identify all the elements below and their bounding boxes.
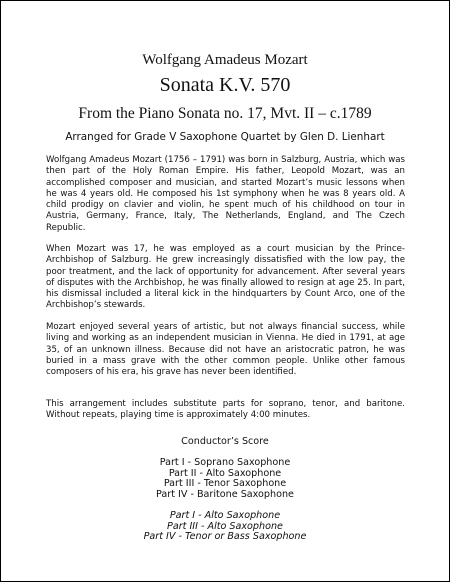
- part-item: Part III - Tenor Saxophone: [163, 478, 287, 490]
- part-item: Part II - Alto Saxophone: [168, 467, 282, 479]
- arranger-credit: Arranged for Grade V Saxophone Quartet by Glen D. Lienhart: [65, 131, 385, 143]
- alternate-part-item: Part I - Alto Saxophone: [169, 510, 281, 521]
- biography-paragraph-3: Mozart enjoyed several years of artistic, but not always financial success, while living and working as an independent musician in Vienna. He died in 1791, at age 35, of an unknown illness. Because did not have an aristocratic patron, he was buried in a mass grave with the other common people. Unlike other famous composers of his era, his grave has never been identified.: [46, 322, 405, 378]
- alternate-part-item: Part III - Alto Saxophone: [167, 520, 283, 532]
- alternate-parts-list: [0, 511, 450, 543]
- part-item: Part I - Soprano Saxophone: [159, 457, 291, 468]
- biography-paragraph-1: Wolfgang Amadeus Mozart (1756 – 1791) was born in Salzburg, Austria, which was then part of the Holy Roman Empire. His father, Leopold Mozart, was an accomplished composer and musician, and started Mozart’s music lessons when he was 4 years old. He composed his 1st symphony when he was 8 years old. A child prodigy on clavier and violin, he spent much of his childhood on tour in Austria, Germany, France, Italy, The Netherlands, England, and The Czech Republic.: [46, 155, 405, 233]
- part-item: Part IV - Baritone Saxophone: [156, 488, 294, 500]
- parts-list: [0, 458, 450, 500]
- arrangement-note-paragraph: This arrangement includes substitute parts for soprano, tenor, and baritone. Without repeats, playing time is approximately 4:00 minutes.: [46, 399, 405, 421]
- composer-name: Wolfgang Amadeus Mozart: [142, 52, 308, 68]
- biography-paragraph-2: When Mozart was 17, he was employed as a court musician by the Prince-Archbishop of Salzburg. He grew increasingly dissatisfied with the low pay, the poor treatment, and the lack of opportunity for advancement. After several years of disputes with the Archbishop, he was finally allowed to resign at age 25. In part, his dismissal included a literal kick in the hindquarters by Count Arco, one of the Archbishop’s stewards.: [46, 244, 405, 311]
- page-title: Sonata K.V. 570: [159, 74, 291, 96]
- alternate-part-item: Part IV - Tenor or Bass Saxophone: [143, 531, 307, 543]
- conductor-score-heading: Conductor’s Score: [181, 436, 269, 447]
- page-subtitle: From the Piano Sonata no. 17, Mvt. II – c.1789: [78, 105, 372, 122]
